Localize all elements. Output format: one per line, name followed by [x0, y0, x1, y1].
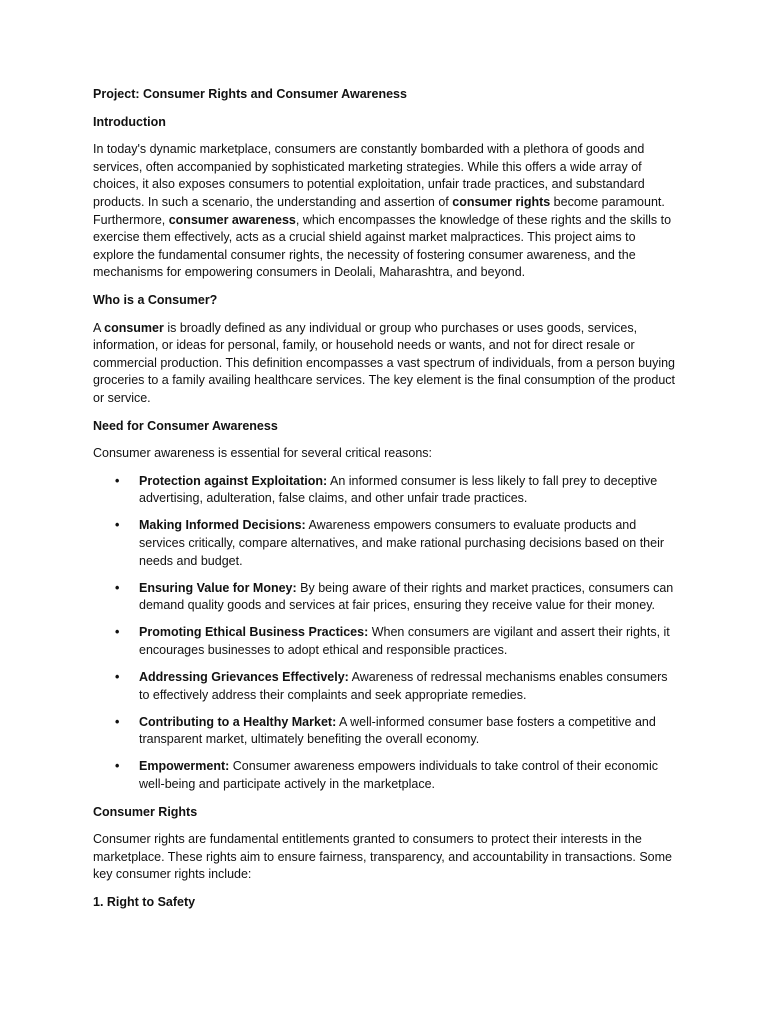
list-item-label: Empowerment:: [139, 759, 230, 774]
consumer-rights-paragraph: Consumer rights are fundamental entitlements granted to consumers to protect their interests in the marketplace. These rights aim to ensure fairness, transparency, and accountability in transactions. Some key consumer rights include:: [93, 832, 672, 882]
list-item-label: Promoting Ethical Business Practices:: [139, 625, 369, 640]
document-title: Project: Consumer Rights and Consumer Awareness: [93, 87, 407, 101]
list-item-label: Contributing to a Healthy Market:: [139, 714, 337, 729]
list-item-text: Consumer awareness empowers individuals to take control of their economic well-being and participate actively in the marketplace.: [139, 759, 658, 791]
list-item-text: An informed consumer is less likely to fall prey to deceptive advertising, adulteration, false claims, and other unfair trade practices.: [139, 473, 658, 506]
list-item-label: Making Informed Decisions:: [139, 518, 306, 533]
bullet-icon: •: [115, 714, 120, 729]
list-item-text: A well-informed consumer base fosters a competitive and transparent market, ultimately benefiting the overall economy.: [139, 714, 656, 747]
list-item-label: Ensuring Value for Money:: [139, 580, 297, 595]
consumer-text-1: A: [93, 320, 105, 335]
list-item-text: Awareness empowers consumers to evaluate products and services critically, compare alternatives, and make rational purchasing decisions based on their needs and budget.: [139, 518, 665, 568]
who-is-consumer-paragraph: [93, 320, 676, 408]
need-awareness-heading: Need for Consumer Awareness: [93, 418, 278, 433]
list-item: [93, 758, 676, 793]
intro-text-2: become paramount. Furthermore,: [93, 194, 665, 227]
list-item-text: When consumers are vigilant and assert their rights, it encourages businesses to adopt ethical and responsible practices.: [139, 625, 670, 657]
list-item-text: Awareness of redressal mechanisms enables consumers to effectively address their complaints and seek appropriate remedies.: [139, 670, 668, 702]
bullet-icon: •: [115, 625, 120, 640]
list-item: [93, 580, 676, 615]
who-is-consumer-heading: Who is a Consumer?: [93, 292, 218, 307]
bullet-icon: •: [115, 759, 120, 774]
list-item-text: By being aware of their rights and market practices, consumers can demand quality goods and services at fair prices, ensuring they receive value for their money.: [139, 580, 674, 613]
need-awareness-intro: Consumer awareness is essential for several critical reasons:: [93, 446, 433, 461]
list-item: [93, 669, 676, 704]
bullet-icon: •: [115, 473, 120, 488]
consumer-bold-term: consumer: [104, 320, 164, 335]
intro-text-1: In today's dynamic marketplace, consumers are constantly bombarded with a plethora of goods and services, often accompanied by sophisticated marketing strategies. While this offers a wide array of choices, it also exposes consumers to potential exploitation, unfair trade practices, and substandard products. In such a scenario, the understanding and assertion of: [93, 142, 645, 209]
awareness-reasons-list: [93, 473, 676, 794]
list-item-label: Addressing Grievances Effectively:: [139, 670, 349, 685]
bullet-icon: •: [115, 670, 120, 685]
introduction-heading: Introduction: [93, 114, 166, 129]
consumer-text-2: is broadly defined as any individual or group who purchases or uses goods, services, information, or ideas for personal, family, or household needs or wants, and not for direct resale or commercial production. This definition encompasses a vast spectrum of individuals, from a person buying groceries to a family availing healthcare services. The key element is the final consumption of the product or service.: [93, 320, 676, 405]
list-item: [93, 473, 676, 508]
list-item: [93, 624, 676, 659]
bullet-icon: •: [115, 518, 120, 533]
bullet-icon: •: [115, 580, 120, 595]
intro-bold-consumer-awareness: consumer awareness: [168, 212, 296, 227]
intro-text-3: , which encompasses the knowledge of these rights and the skills to exercise them effectively, acts as a crucial shield against market malpractices. This project aims to explore the fundamental consumer rights, the necessity of fostering consumer awareness, and the mechanisms for empowering consumers in Deolali, Maharashtra, and beyond.: [93, 212, 672, 280]
list-item-label: Protection against Exploitation:: [139, 473, 328, 488]
list-item: [93, 714, 676, 749]
consumer-rights-heading: Consumer Rights: [93, 804, 198, 819]
list-item: [93, 517, 676, 570]
right-to-safety-heading: 1. Right to Safety: [93, 894, 196, 909]
introduction-paragraph: [93, 141, 676, 282]
intro-bold-consumer-rights: consumer rights: [452, 194, 551, 209]
